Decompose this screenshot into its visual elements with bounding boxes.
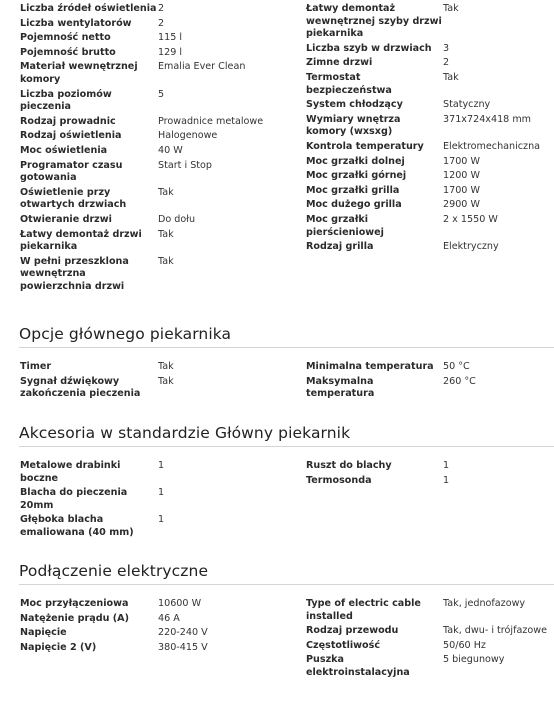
spec-row [306, 3, 554, 41]
spec-row [306, 72, 554, 97]
spec-value: 3 [443, 42, 450, 54]
spec-row [306, 99, 554, 112]
spec-column-left [20, 361, 292, 401]
section-title: Akcesoria w standardzie Główny piekarnik [19, 424, 351, 442]
spec-row [20, 460, 292, 485]
spec-value: Tak [158, 228, 174, 240]
spec-column-left [20, 460, 292, 540]
spec-label: Rodzaj prowadnic [20, 115, 116, 127]
spec-row [306, 199, 554, 212]
spec-row [20, 3, 292, 16]
spec-label: Materiał wewnętrznej komory [20, 61, 138, 85]
spec-value: Halogenowe [158, 130, 218, 142]
spec-label: Liczba źródeł oświetlenia [20, 3, 157, 14]
spec-value: 50 °C [443, 361, 470, 372]
spec-label: Głęboka blacha emaliowana (40 mm) [20, 514, 134, 538]
spec-value: Elektryczny [443, 241, 499, 253]
section-title: Podłączenie elektryczne [19, 562, 209, 580]
spec-row [20, 32, 292, 45]
spec-row [20, 376, 292, 401]
spec-label: Otwieranie drzwi [20, 213, 112, 225]
spec-value: Tak, jednofazowy [443, 598, 526, 609]
spec-row [306, 214, 554, 239]
spec-label: Termosonda [306, 474, 372, 486]
section-divider [19, 446, 554, 447]
spec-value: 1 [443, 474, 450, 486]
spec-label: Minimalna temperatura [306, 361, 434, 372]
spec-column-left [20, 598, 292, 654]
spec-label: Rodzaj oświetlenia [20, 130, 122, 142]
spec-label: Liczba wentylatorów [20, 17, 132, 29]
spec-value: 2 x 1550 W [443, 213, 498, 225]
spec-value: 2900 W [443, 199, 480, 211]
spec-value: Tak [158, 361, 174, 372]
spec-row [20, 627, 292, 640]
spec-label: Moc oświetlenia [20, 144, 108, 156]
spec-row [20, 229, 292, 254]
spec-value: Emalia Ever Clean [158, 61, 246, 73]
spec-label: Sygnał dźwiękowy zakończenia pieczenia [20, 375, 141, 400]
spec-label: Moc grzałki pierścieniowej [306, 213, 384, 238]
spec-label: Pojemność brutto [20, 46, 116, 58]
spec-row [20, 361, 292, 374]
spec-label: System chłodzący [306, 99, 403, 111]
spec-value: 2 [158, 3, 165, 14]
spec-value: Tak, dwu- i trójfazowe [443, 625, 547, 637]
spec-row [306, 141, 554, 154]
spec-value: 5 [158, 88, 165, 100]
spec-value: 380-415 V [158, 641, 208, 653]
section-divider [19, 584, 554, 585]
spec-row [306, 114, 554, 139]
spec-value: Elektromechaniczna [443, 140, 541, 152]
spec-row [20, 145, 292, 158]
spec-label: Moc dużego grilla [306, 199, 402, 211]
spec-column-right [306, 460, 554, 487]
section-divider [19, 347, 554, 348]
spec-value: Statyczny [443, 99, 491, 111]
spec-value: 1 [158, 460, 165, 471]
spec-row [20, 47, 292, 60]
spec-label: Ruszt do blachy [306, 460, 392, 471]
spec-row [20, 130, 292, 143]
spec-column-left [20, 3, 292, 293]
spec-label: Moc grzałki grilla [306, 184, 400, 196]
spec-row [20, 187, 292, 212]
spec-row [306, 460, 554, 473]
spec-row [20, 487, 292, 512]
spec-row [306, 185, 554, 198]
spec-row [20, 256, 292, 294]
spec-value: 1 [443, 460, 450, 471]
spec-value: 220-240 V [158, 627, 208, 639]
spec-value: 1 [158, 514, 165, 526]
spec-label: Moc grzałki górnej [306, 170, 407, 182]
spec-label: Napięcie 2 (V) [20, 641, 97, 653]
spec-label: Moc grzałki dolnej [306, 155, 405, 167]
section-title: Opcje głównego piekarnika [19, 325, 232, 343]
spec-label: Pojemność netto [20, 32, 111, 44]
spec-label: W pełni przeszklona wewnętrzna powierzchnia drzwi [20, 255, 129, 292]
spec-row [20, 18, 292, 31]
spec-column-right [306, 598, 554, 680]
spec-value: 46 A [158, 612, 180, 624]
spec-row [306, 43, 554, 56]
spec-row [20, 160, 292, 185]
spec-row [20, 89, 292, 114]
spec-label: Wymiary wnętrza komory (wxsxg) [306, 113, 401, 138]
spec-column-right [306, 3, 554, 254]
spec-column-right [306, 361, 554, 401]
spec-value: 50/60 Hz [443, 639, 486, 651]
spec-label: Moc przyłączeniowa [20, 598, 129, 609]
spec-label: Rodzaj grilla [306, 241, 374, 253]
spec-value: 5 biegunowy [443, 654, 505, 666]
spec-row [306, 598, 554, 623]
spec-row [20, 613, 292, 626]
spec-value: 1 [158, 487, 165, 499]
spec-row [306, 625, 554, 638]
spec-value: Tak [158, 255, 174, 267]
spec-value: Tak [443, 71, 459, 83]
spec-value: Start i Stop [158, 159, 213, 171]
spec-row [306, 241, 554, 254]
spec-label: Natężenie prądu (A) [20, 612, 129, 624]
spec-row [20, 116, 292, 129]
spec-row [20, 214, 292, 227]
spec-row [306, 376, 554, 401]
spec-label: Łatwy demontaż wewnętrznej szyby drzwi piekarnika [306, 3, 442, 40]
spec-value: 1700 W [443, 155, 480, 167]
spec-value: Tak [158, 375, 174, 387]
spec-row [306, 57, 554, 70]
spec-row [306, 654, 554, 679]
spec-row [306, 475, 554, 488]
spec-label: Programator czasu gotowania [20, 159, 123, 184]
spec-value: 129 l [158, 46, 183, 58]
spec-label: Maksymalna temperatura [306, 375, 375, 400]
spec-row [306, 361, 554, 374]
spec-value: 371x724x418 mm [443, 113, 532, 125]
spec-value: Tak [443, 3, 459, 14]
spec-value: 2 [443, 57, 450, 69]
spec-value: Prowadnice metalowe [158, 115, 264, 127]
spec-label: Liczba szyb w drzwiach [306, 42, 432, 54]
spec-value: 115 l [158, 32, 183, 44]
spec-label: Blacha do pieczenia 20mm [20, 487, 128, 511]
spec-row [306, 170, 554, 183]
spec-value: 1200 W [443, 170, 480, 182]
spec-row [20, 514, 292, 539]
spec-label: Kontrola temperatury [306, 140, 424, 152]
spec-value: 40 W [158, 144, 183, 156]
spec-row [306, 640, 554, 653]
spec-row [20, 642, 292, 655]
spec-label: Puszka elektroinstalacyjna [306, 654, 410, 678]
spec-value: 10600 W [158, 598, 202, 609]
spec-label: Łatwy demontaż drzwi piekarnika [20, 228, 142, 253]
spec-label: Zimne drzwi [306, 57, 373, 69]
spec-value: 260 °C [443, 375, 476, 387]
spec-label: Type of electric cable installed [306, 598, 421, 622]
spec-label: Rodzaj przewodu [306, 625, 399, 637]
spec-label: Termostat bezpieczeństwa [306, 71, 392, 96]
spec-row [20, 598, 292, 611]
spec-value: 1700 W [443, 184, 480, 196]
spec-label: Metalowe drabinki boczne [20, 460, 121, 484]
spec-label: Oświetlenie przy otwartych drzwiach [20, 186, 127, 211]
spec-value: Do dołu [158, 213, 196, 225]
spec-label: Napięcie [20, 627, 67, 639]
spec-label: Liczba poziomów pieczenia [20, 88, 112, 113]
spec-value: 2 [158, 17, 165, 29]
spec-row [306, 156, 554, 169]
spec-label: Częstotliwość [306, 639, 381, 651]
spec-value: Tak [158, 186, 174, 198]
spec-label: Timer [20, 361, 52, 372]
spec-row [20, 61, 292, 86]
